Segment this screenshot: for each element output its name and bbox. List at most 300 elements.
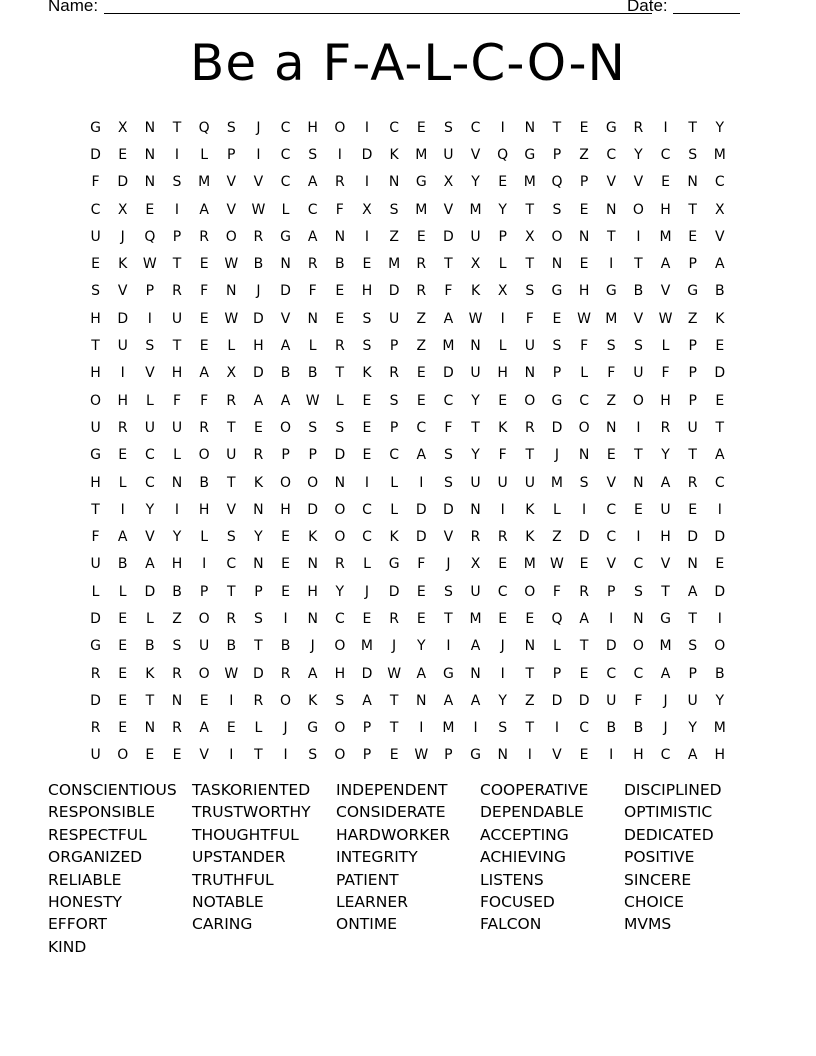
word-list-item: HARDWORKER [336, 825, 450, 844]
grid-cell: A [660, 665, 671, 682]
grid-cell: N [524, 119, 536, 136]
grid-cell: O [334, 501, 346, 518]
grid-cell: B [145, 638, 155, 655]
grid-cell: E [199, 338, 209, 355]
grid-cell: E [118, 447, 128, 464]
grid-cell: T [226, 583, 236, 600]
grid-cell: I [636, 529, 641, 546]
grid-cell: N [307, 610, 318, 627]
grid-cell: E [498, 174, 508, 191]
grid-cell: E [362, 610, 372, 627]
grid-cell: I [500, 119, 505, 136]
grid-cell: C [334, 610, 345, 627]
grid-cell: D [334, 447, 346, 464]
grid-cell: C [280, 174, 291, 191]
grid-cell: I [717, 610, 722, 627]
grid-cell: O [198, 610, 210, 627]
grid-cell: P [552, 146, 562, 163]
grid-cell: V [606, 474, 617, 491]
grid-cell: M [415, 201, 428, 218]
grid-cell: X [117, 119, 128, 136]
grid-cell: P [145, 283, 155, 300]
word-list-item: ORGANIZED [48, 848, 143, 867]
grid-cell: S [579, 474, 589, 491]
grid-cell: C [714, 474, 725, 491]
grid-cell: I [609, 747, 614, 764]
grid-cell: D [443, 365, 454, 382]
grid-cell: I [174, 501, 180, 518]
grid-cell: G [687, 283, 699, 300]
grid-cell: O [280, 419, 292, 436]
grid-cell: M [713, 720, 726, 737]
grid-cell: I [609, 256, 614, 273]
grid-cell: N [334, 474, 346, 491]
grid-cell: T [226, 474, 236, 491]
grid-cell: N [578, 447, 590, 464]
grid-cell: M [605, 310, 618, 327]
grid-cell: D [443, 501, 454, 518]
grid-cell: W [468, 310, 483, 327]
grid-cell: A [687, 583, 698, 600]
grid-cell: V [660, 283, 671, 300]
grid-cell: L [254, 720, 263, 737]
grid-cell: G [307, 720, 319, 737]
grid-cell: R [253, 228, 264, 245]
grid-cell: T [525, 201, 535, 218]
grid-cell: H [280, 501, 291, 518]
grid-cell: T [335, 365, 345, 382]
word-list-item: UPSTANDER [192, 848, 286, 867]
grid-cell: C [633, 556, 644, 573]
grid-cell: N [388, 174, 400, 191]
grid-cell: S [688, 146, 698, 163]
grid-cell: N [226, 283, 237, 300]
grid-cell: O [334, 119, 346, 136]
grid-cell: S [633, 583, 643, 600]
grid-cell: M [442, 338, 455, 355]
grid-cell: T [444, 256, 453, 273]
grid-cell: V [470, 146, 481, 163]
grid-cell: N [524, 365, 536, 382]
grid-cell: E [389, 747, 399, 764]
grid-row [82, 551, 742, 578]
grid-cell: F [661, 365, 670, 382]
grid-cell: T [254, 747, 263, 764]
grid-row [82, 169, 742, 196]
grid-row [82, 496, 742, 523]
grid-cell: B [226, 638, 237, 655]
grid-cell: Y [715, 692, 725, 709]
grid-cell: R [90, 665, 101, 682]
word-list-item: RESPONSIBLE [48, 803, 156, 822]
grid-cell: N [307, 310, 318, 327]
grid-cell: S [443, 447, 453, 464]
grid-cell: C [362, 529, 372, 546]
grid-cell: L [498, 256, 507, 273]
grid-cell: U [497, 474, 508, 491]
grid-cell: I [554, 720, 560, 737]
grid-cell: B [199, 474, 209, 491]
grid-cell: E [416, 228, 426, 245]
grid-cell: C [470, 119, 481, 136]
grid-cell: Z [416, 338, 427, 355]
grid-cell: K [525, 501, 535, 518]
grid-cell: R [497, 529, 508, 546]
grid-cell: D [714, 365, 726, 382]
grid-cell: B [253, 256, 264, 273]
grid-row [82, 196, 742, 223]
grid-cell: N [144, 119, 156, 136]
grid-cell: P [688, 365, 697, 382]
grid-cell: O [334, 529, 346, 546]
grid-cell: G [415, 174, 427, 191]
grid-cell: E [498, 392, 508, 409]
grid-cell: S [606, 338, 616, 355]
grid-row [82, 250, 742, 277]
grid-cell: E [118, 665, 128, 682]
grid-cell: N [633, 610, 644, 627]
grid-cell: D [605, 638, 617, 655]
grid-cell: I [283, 610, 288, 627]
grid-cell: G [605, 119, 617, 136]
grid-cell: N [253, 556, 264, 573]
grid-cell: U [470, 365, 481, 382]
grid-cell: O [632, 638, 644, 655]
grid-cell: V [633, 310, 644, 327]
grid-cell: V [552, 747, 562, 764]
grid-row [82, 469, 742, 496]
grid-cell: G [524, 146, 536, 163]
grid-cell: T [226, 419, 236, 436]
grid-cell: C [606, 146, 617, 163]
grid-cell: Q [497, 146, 509, 163]
grid-cell: H [90, 310, 101, 327]
grid-cell: N [334, 228, 346, 245]
grid-cell: R [687, 474, 698, 491]
grid-cell: C [497, 583, 508, 600]
grid-cell: K [525, 529, 535, 546]
grid-cell: Y [634, 146, 643, 163]
grid-cell: T [444, 610, 453, 627]
grid-cell: W [577, 310, 592, 327]
grid-cell: S [389, 392, 399, 409]
grid-cell: N [606, 419, 617, 436]
word-list-item: THOUGHTFUL [192, 825, 299, 844]
grid-cell: E [579, 747, 589, 764]
grid-cell: R [226, 610, 237, 627]
grid-cell: W [658, 310, 673, 327]
grid-cell: R [226, 392, 237, 409]
grid-cell: S [552, 201, 562, 218]
grid-cell: G [660, 610, 671, 627]
grid-cell: H [90, 365, 101, 382]
grid-cell: I [120, 365, 125, 382]
grid-cell: X [362, 201, 372, 218]
grid-cell: K [118, 256, 128, 273]
grid-cell: D [90, 692, 101, 709]
grid-cell: S [335, 692, 345, 709]
grid-cell: S [498, 720, 508, 737]
grid-cell: L [200, 146, 209, 163]
grid-cell: T [634, 256, 643, 273]
grid-cell: V [715, 228, 725, 245]
grid-cell: V [145, 529, 155, 546]
grid-cell: I [500, 501, 505, 518]
grid-cell: O [198, 447, 210, 464]
grid-cell: A [470, 638, 481, 655]
grid-cell: H [171, 365, 183, 382]
grid-cell: U [660, 501, 671, 518]
word-list-item: MVMS [624, 915, 672, 934]
grid-cell: P [199, 583, 209, 600]
grid-cell: U [606, 692, 617, 709]
grid-cell: U [90, 747, 101, 764]
grid-cell: E [579, 665, 589, 682]
grid-cell: W [251, 201, 266, 218]
grid-cell: N [307, 556, 318, 573]
grid-cell: D [117, 310, 129, 327]
grid-cell: E [253, 419, 263, 436]
grid-cell: P [281, 447, 290, 464]
grid-cell: W [550, 556, 564, 573]
grid-cell: D [388, 283, 400, 300]
grid-cell: D [90, 610, 101, 627]
grid-cell: M [523, 174, 536, 191]
word-list-item: PATIENT [336, 870, 399, 889]
grid-cell: M [360, 638, 374, 655]
grid-cell: D [280, 283, 291, 300]
grid-cell: Y [688, 720, 697, 737]
grid-cell: L [580, 365, 588, 382]
grid-row [82, 278, 742, 305]
grid-cell: F [444, 419, 453, 436]
grid-cell: G [90, 447, 101, 464]
word-list-item: DEPENDABLE [480, 803, 584, 822]
grid-cell: R [416, 283, 427, 300]
grid-cell: G [90, 638, 101, 655]
grid-cell: E [199, 692, 209, 709]
grid-cell: N [524, 638, 536, 655]
grid-cell: X [470, 256, 481, 273]
grid-cell: Y [715, 119, 725, 136]
grid-cell: I [527, 747, 532, 764]
grid-cell: A [307, 228, 318, 245]
grid-cell: A [199, 201, 209, 218]
grid-cell: S [362, 338, 372, 355]
grid-cell: N [470, 665, 481, 682]
word-list-item: INTEGRITY [336, 848, 418, 867]
grid-cell: I [229, 692, 234, 709]
grid-cell: D [714, 583, 726, 600]
grid-cell: N [687, 556, 698, 573]
grid-cell: A [660, 474, 671, 491]
grid-cell: I [636, 419, 641, 436]
grid-cell: R [579, 583, 589, 600]
grid-cell: I [364, 474, 370, 491]
grid-cell: Q [551, 610, 563, 627]
grid-cell: K [498, 419, 508, 436]
grid-cell: S [389, 201, 399, 218]
grid-cell: Y [498, 692, 507, 709]
grid-cell: O [714, 638, 726, 655]
grid-cell: Q [551, 174, 563, 191]
grid-cell: K [253, 474, 263, 491]
grid-cell: M [415, 146, 428, 163]
grid-cell: C [660, 146, 671, 163]
grid-cell: D [578, 529, 590, 546]
grid-cell: I [174, 201, 180, 218]
grid-cell: Y [172, 529, 182, 546]
grid-cell: R [172, 720, 182, 737]
grid-cell: B [335, 256, 345, 273]
grid-cell: H [361, 283, 373, 300]
grid-cell: T [172, 256, 182, 273]
grid-cell: S [443, 119, 453, 136]
grid-cell: D [307, 501, 319, 518]
word-list-item: LISTENS [480, 870, 544, 889]
grid-cell: T [661, 583, 670, 600]
grid-cell: O [334, 747, 346, 764]
word-list-item: CHOICE [624, 892, 684, 911]
grid-cell: O [524, 392, 536, 409]
grid-cell: S [552, 338, 562, 355]
grid-cell: Q [198, 119, 210, 136]
grid-cell: J [256, 283, 261, 300]
grid-cell: P [389, 419, 399, 436]
grid-cell: Z [416, 310, 427, 327]
grid-cell: O [551, 228, 563, 245]
grid-cell: U [90, 228, 101, 245]
grid-cell: A [715, 447, 725, 464]
grid-cell: G [605, 283, 617, 300]
grid-cell: D [415, 501, 427, 518]
grid-cell: N [280, 256, 291, 273]
grid-cell: U [117, 338, 128, 355]
grid-cell: I [229, 747, 234, 764]
grid-cell: D [578, 692, 590, 709]
grid-cell: F [498, 447, 507, 464]
grid-cell: L [363, 556, 371, 573]
grid-cell: T [552, 119, 562, 136]
grid-cell: I [419, 720, 424, 737]
grid-cell: A [715, 256, 725, 273]
grid-cell: N [416, 692, 427, 709]
grid-cell: K [145, 665, 155, 682]
grid-cell: O [334, 720, 346, 737]
grid-cell: I [446, 638, 451, 655]
grid-cell: A [416, 447, 427, 464]
grid-cell: H [198, 501, 210, 518]
grid-cell: P [552, 365, 562, 382]
grid-cell: R [172, 665, 182, 682]
grid-cell: F [308, 283, 317, 300]
grid-cell: H [117, 392, 128, 409]
grid-cell: P [688, 256, 697, 273]
grid-cell: H [578, 283, 590, 300]
grid-cell: D [117, 174, 129, 191]
grid-cell: T [172, 338, 182, 355]
grid-cell: L [118, 474, 127, 491]
grid-cell: A [443, 692, 454, 709]
grid-cell: D [443, 228, 454, 245]
grid-cell: M [388, 256, 401, 273]
grid-cell: E [335, 310, 345, 327]
grid-cell: Y [471, 447, 480, 464]
grid-cell: E [633, 501, 643, 518]
word-list-item: CONSCIENTIOUS [48, 781, 177, 799]
grid-cell: T [389, 720, 399, 737]
grid-cell: P [498, 228, 507, 245]
grid-cell: F [417, 556, 426, 573]
grid-cell: I [473, 720, 478, 737]
date-field[interactable] [673, 13, 740, 14]
grid-cell: A [145, 556, 155, 573]
grid-cell: V [633, 174, 644, 191]
grid-cell: E [281, 529, 290, 546]
grid-cell: L [661, 338, 670, 355]
grid-cell: E [145, 201, 155, 218]
grid-cell: K [389, 529, 399, 546]
word-list-item: ACHIEVING [480, 848, 566, 867]
grid-cell: S [362, 310, 372, 327]
grid-cell: C [226, 556, 237, 573]
grid-cell: N [606, 201, 617, 218]
grid-cell: S [335, 419, 345, 436]
grid-cell: B [117, 556, 128, 573]
grid-cell: X [715, 201, 725, 218]
grid-cell: A [443, 310, 454, 327]
grid-cell: E [118, 692, 128, 709]
grid-cell: P [362, 747, 372, 764]
grid-cell: R [117, 419, 128, 436]
grid-cell: B [715, 283, 725, 300]
grid-cell: E [281, 583, 290, 600]
grid-cell: N [144, 146, 156, 163]
grid-cell: N [144, 174, 156, 191]
grid-cell: V [606, 174, 617, 191]
grid-cell: N [253, 501, 264, 518]
grid-cell: Y [471, 392, 480, 409]
name-label: Name: [48, 0, 99, 15]
grid-cell: C [443, 392, 454, 409]
grid-row [82, 578, 742, 605]
grid-cell: U [90, 419, 101, 436]
grid-cell: X [525, 228, 535, 245]
grid-cell: U [524, 338, 535, 355]
grid-cell: E [661, 174, 670, 191]
grid-cell: H [633, 747, 644, 764]
grid-cell: O [632, 392, 644, 409]
grid-cell: L [91, 583, 100, 600]
grid-cell: W [142, 256, 157, 273]
grid-cell: V [443, 529, 454, 546]
grid-row [82, 660, 742, 687]
grid-row [82, 605, 742, 632]
grid-cell: T [579, 638, 589, 655]
name-field[interactable] [104, 13, 652, 14]
grid-cell: E [579, 119, 589, 136]
grid-cell: F [200, 392, 209, 409]
grid-cell: L [173, 447, 181, 464]
grid-cell: L [335, 392, 344, 409]
grid-cell: H [253, 338, 264, 355]
grid-cell: T [606, 228, 616, 245]
grid-cell: L [227, 338, 236, 355]
grid-cell: R [253, 447, 264, 464]
grid-cell: M [523, 556, 536, 573]
grid-cell: R [389, 610, 399, 627]
grid-cell: D [253, 310, 264, 327]
